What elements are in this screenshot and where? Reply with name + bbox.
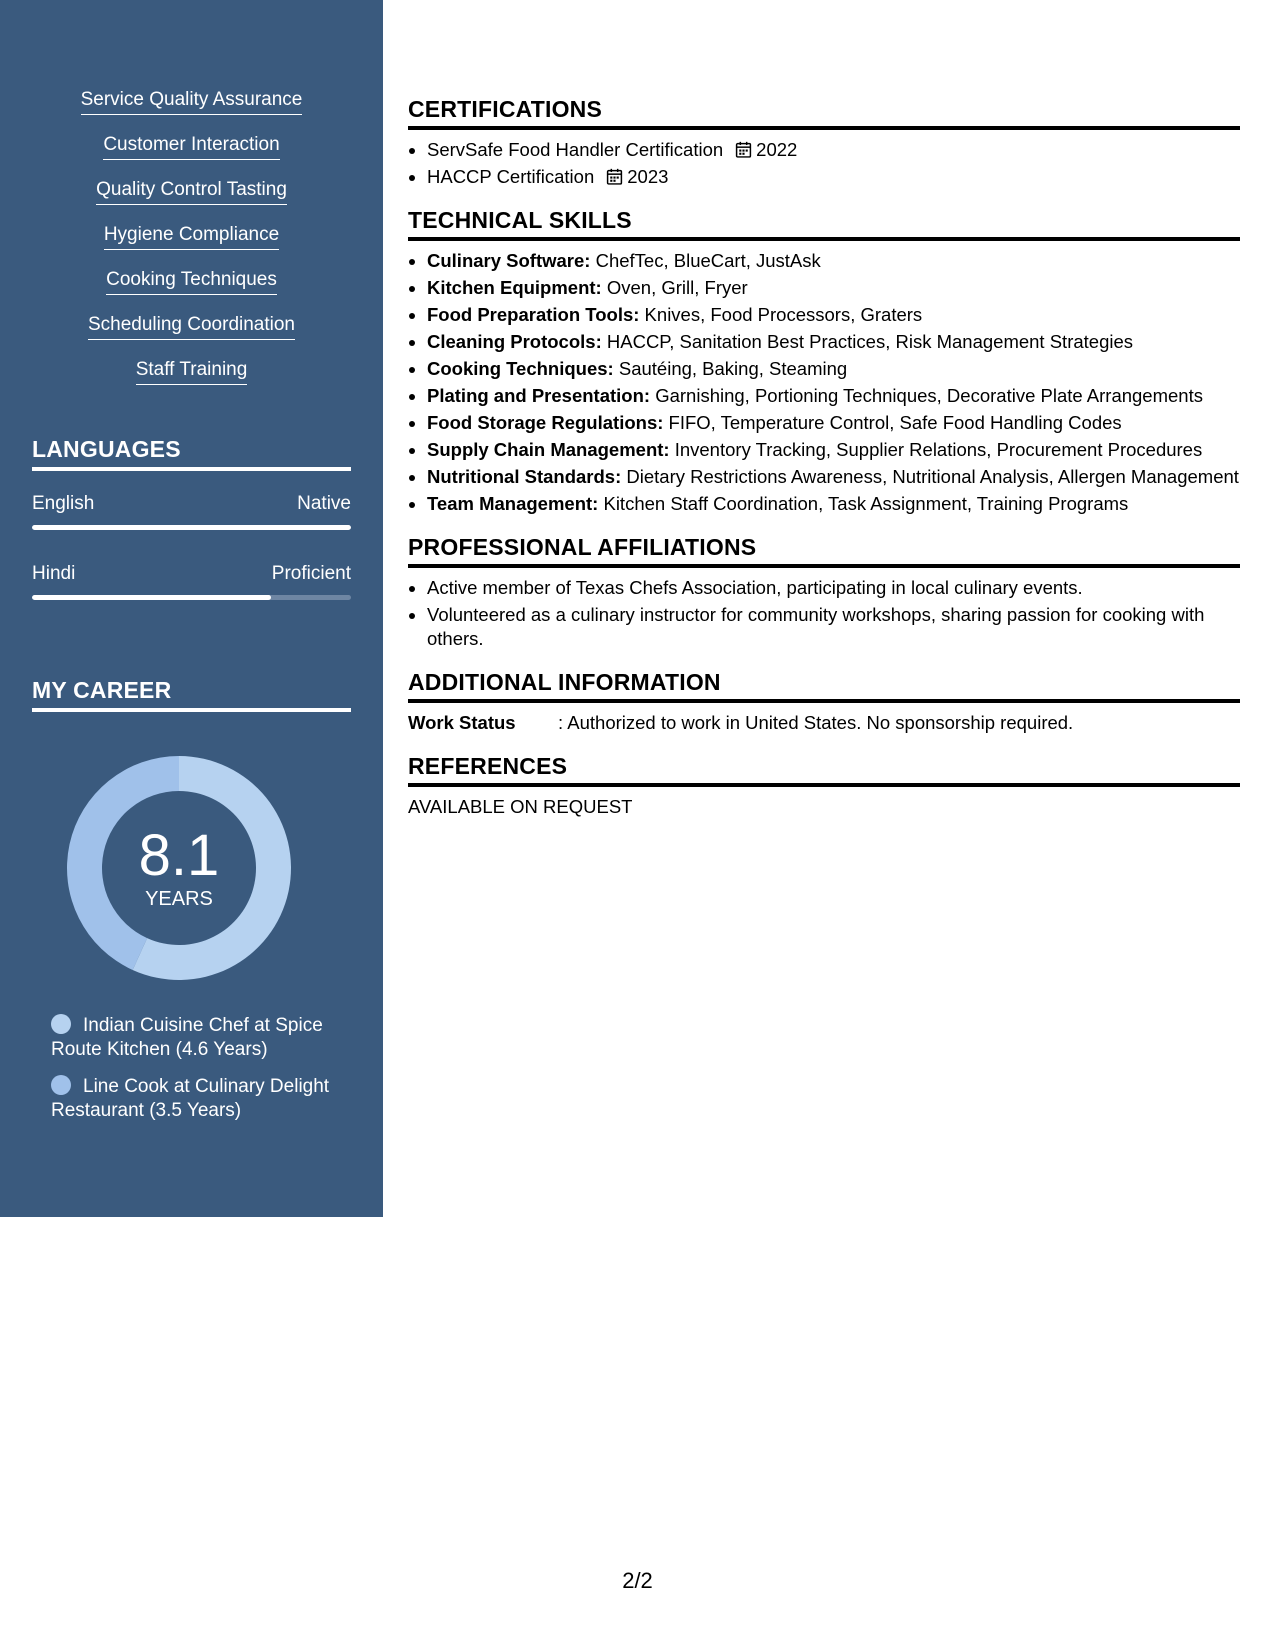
certification-item: • HACCP Certification 2023 — [427, 165, 1240, 189]
affiliation-item: • Volunteered as a culinary instructor for community workshops, sharing passion for cooking with others. — [427, 603, 1240, 651]
certifications-heading: CERTIFICATIONS — [408, 96, 1240, 130]
skill-item: Scheduling Coordination — [88, 311, 295, 356]
work-status-value: : Authorized to work in United States. No sponsorship required. — [558, 712, 1074, 733]
certification-item: • ServSafe Food Handler Certification 2022 — [427, 138, 1240, 162]
technical-skill-item: • Food Storage Regulations: FIFO, Temperature Control, Safe Food Handling Codes — [427, 411, 1240, 435]
career-total-years: 8.1 — [138, 823, 220, 888]
additional-info-heading: ADDITIONAL INFORMATION — [408, 669, 1240, 703]
calendar-icon — [606, 168, 623, 185]
language-name: Hindi — [32, 563, 76, 584]
language-level: Native — [297, 493, 351, 514]
language-row-english — [32, 493, 351, 515]
skill-item: Staff Training — [136, 356, 248, 401]
language-name: English — [32, 493, 95, 514]
affiliations-section — [408, 534, 1240, 651]
technical-skills-section — [408, 207, 1240, 516]
certifications-section — [408, 96, 1240, 189]
sidebar — [0, 0, 383, 1217]
references-section — [408, 753, 1240, 819]
technical-skill-item: • Food Preparation Tools: Knives, Food Processors, Graters — [427, 303, 1240, 327]
calendar-icon — [735, 141, 752, 158]
affiliations-heading: PROFESSIONAL AFFILIATIONS — [408, 534, 1240, 568]
skill-item: Service Quality Assurance — [81, 86, 303, 131]
main-content — [408, 96, 1240, 837]
additional-info-section — [408, 669, 1240, 735]
career-heading: MY CAREER — [32, 677, 351, 712]
skill-item: Cooking Techniques — [106, 266, 277, 311]
career-item: Indian Cuisine Chef at Spice Route Kitchen (4.6 Years) — [51, 1015, 323, 1060]
work-status-row — [408, 711, 1240, 735]
work-status-label: Work Status — [408, 712, 516, 733]
technical-skill-item: • Cooking Techniques: Sautéing, Baking, Steaming — [427, 357, 1240, 381]
technical-skill-item: • Supply Chain Management: Inventory Tracking, Supplier Relations, Procurement Procedures — [427, 438, 1240, 462]
technical-skill-item: • Team Management: Kitchen Staff Coordination, Task Assignment, Training Programs — [427, 492, 1240, 516]
technical-skill-item: • Cleaning Protocols: HACCP, Sanitation Best Practices, Risk Management Strategies — [427, 330, 1240, 354]
career-total-unit: YEARS — [145, 888, 213, 910]
technical-skill-item: • Plating and Presentation: Garnishing, Portioning Techniques, Decorative Plate Arrangements — [427, 384, 1240, 408]
languages-heading: LANGUAGES — [32, 436, 351, 471]
technical-skill-item: • Kitchen Equipment: Oven, Grill, Fryer — [427, 276, 1240, 300]
career-list — [51, 1014, 341, 1136]
references-heading: REFERENCES — [408, 753, 1240, 787]
references-text: AVAILABLE ON REQUEST — [408, 796, 633, 817]
skill-list — [0, 86, 383, 401]
technical-skill-item: • Culinary Software: ChefTec, BlueCart, JustAsk — [427, 249, 1240, 273]
language-row-hindi — [32, 563, 351, 585]
career-item: Line Cook at Culinary Delight Restaurant (3.5 Years) — [51, 1076, 330, 1121]
skill-item: Hygiene Compliance — [104, 221, 279, 266]
career-dot-icon — [51, 1075, 71, 1095]
language-bar-hindi — [32, 595, 351, 600]
skill-item: Quality Control Tasting — [96, 176, 287, 221]
language-bar-english — [32, 525, 351, 530]
career-dot-icon — [51, 1014, 71, 1034]
language-bar-fill — [32, 525, 351, 530]
technical-skills-heading: TECHNICAL SKILLS — [408, 207, 1240, 241]
affiliation-item: • Active member of Texas Chefs Association, participating in local culinary events. — [427, 576, 1240, 600]
language-level: Proficient — [271, 563, 351, 584]
page-number: 2/2 — [622, 1568, 653, 1593]
language-bar-fill — [32, 595, 271, 600]
technical-skill-item: • Nutritional Standards: Dietary Restrictions Awareness, Nutritional Analysis, Allergen Management — [427, 465, 1240, 489]
skill-item: Customer Interaction — [103, 131, 279, 176]
